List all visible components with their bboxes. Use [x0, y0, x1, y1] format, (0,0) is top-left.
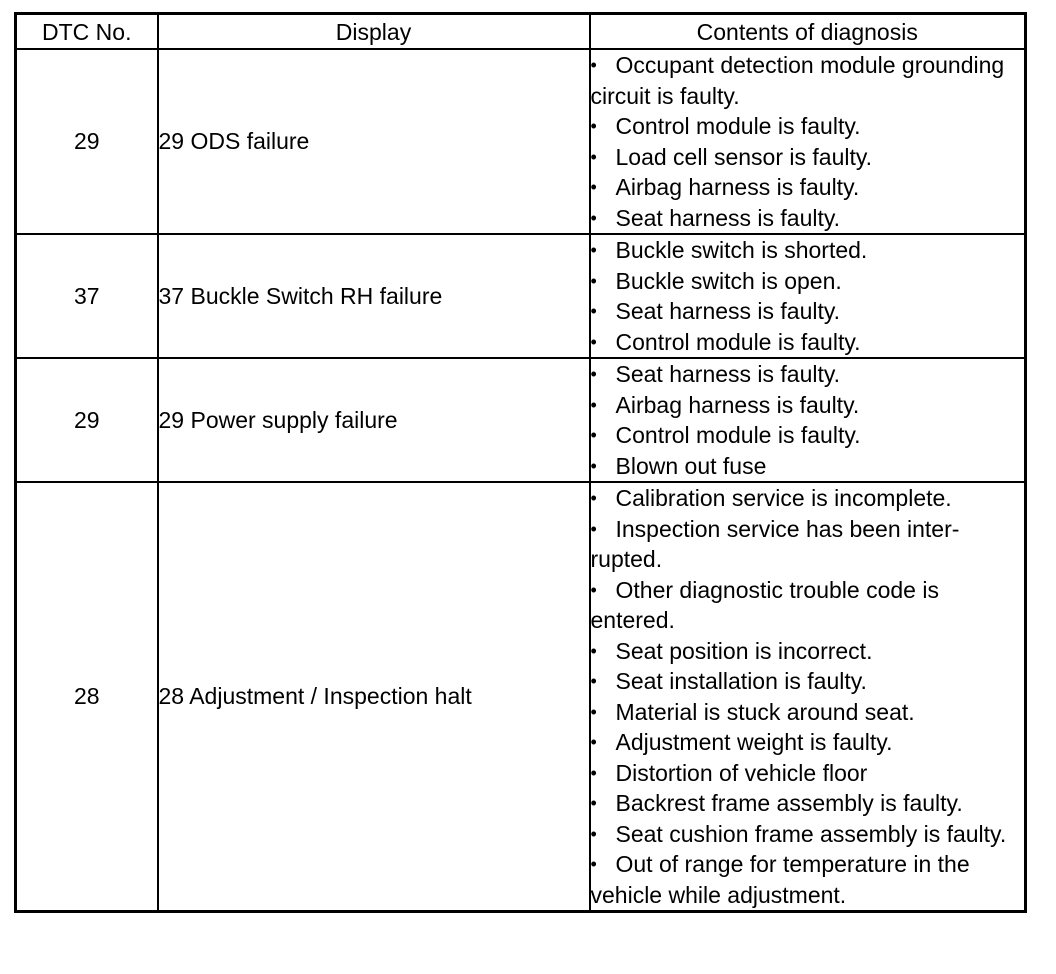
list-item: [591, 266, 1025, 297]
list-item: [591, 359, 1025, 390]
list-item: [591, 327, 1025, 358]
bullet-icon: •: [590, 854, 597, 874]
bullet-icon: •: [590, 732, 597, 752]
list-item: [591, 142, 1025, 173]
table-row: [16, 482, 1026, 912]
bullet-icon: •: [590, 394, 597, 415]
list-item-text: Seat harness is faulty.: [615, 298, 841, 324]
list-item: [591, 758, 1025, 789]
bullet-icon: •: [590, 762, 597, 783]
bullet-icon: •: [590, 425, 597, 445]
list-item-text: Distortion of vehicle floor: [615, 759, 868, 786]
list-item-text: Material is stuck around seat.: [615, 698, 915, 725]
list-item: [591, 727, 1025, 758]
bullet-icon: •: [590, 331, 597, 352]
list-item: [591, 697, 1025, 728]
bullet-icon: •: [590, 270, 597, 291]
bullet-icon: •: [590, 116, 597, 136]
display-text: 29 ODS failure: [158, 49, 590, 234]
list-item-text: Seat harness is faulty.: [615, 204, 841, 231]
dtc-table: [14, 12, 1027, 913]
list-item: [591, 451, 1025, 482]
list-item: [591, 111, 1025, 142]
diagnosis-contents: [590, 358, 1026, 482]
list-item-text: Inspection service has been inter-rupted.: [590, 515, 960, 572]
list-item-text: Seat installation is faulty.: [615, 668, 867, 694]
list-item-text: Other diagnostic trouble code is entered.: [590, 576, 939, 633]
bullet-icon: •: [590, 207, 597, 228]
display-text: 37 Buckle Switch RH failure: [158, 234, 590, 358]
header-dtc-no: DTC No.: [16, 14, 158, 50]
diagnosis-contents: [590, 234, 1026, 358]
list-item-text: Blown out fuse: [615, 452, 767, 479]
list-item: [591, 203, 1025, 234]
bullet-icon: •: [590, 488, 597, 508]
bullet-icon: •: [590, 177, 597, 197]
list-item-text: Control module is faulty.: [615, 113, 861, 139]
dtc-number: 37: [16, 234, 158, 358]
list-item-text: Backrest frame assembly is faulty.: [615, 790, 963, 816]
dtc-number: 28: [16, 482, 158, 912]
list-item: [591, 296, 1025, 327]
list-item: [591, 666, 1025, 697]
display-text: 28 Adjustment / Inspection halt: [158, 482, 590, 912]
bullet-icon: •: [590, 55, 597, 75]
bullet-icon: •: [590, 240, 597, 260]
list-item-text: Airbag harness is faulty.: [615, 391, 860, 418]
list-item-text: Out of range for temperature in the vehicle while adjustment.: [590, 851, 970, 908]
list-item-text: Seat position is incorrect.: [615, 637, 873, 664]
list-item-text: Control module is faulty.: [615, 422, 861, 448]
list-item-text: Seat cushion frame assembly is faulty.: [615, 820, 1007, 847]
list-item-text: Adjustment weight is faulty.: [615, 729, 893, 755]
bullet-icon: •: [590, 640, 597, 661]
list-item-text: Airbag harness is faulty.: [615, 174, 860, 200]
header-display: Display: [158, 14, 590, 50]
diagnosis-list: [591, 483, 1025, 910]
header-contents: Contents of diagnosis: [590, 14, 1026, 50]
bullet-icon: •: [590, 146, 597, 167]
bullet-icon: •: [590, 671, 597, 691]
list-item: [591, 235, 1025, 266]
list-item-text: Buckle switch is shorted.: [615, 237, 868, 263]
list-item-text: Seat harness is faulty.: [615, 361, 841, 387]
list-item: [591, 636, 1025, 667]
bullet-icon: •: [590, 301, 597, 321]
bullet-icon: •: [590, 823, 597, 844]
list-item-text: Calibration service is incomplete.: [615, 485, 952, 511]
diagnosis-contents: [590, 482, 1026, 912]
list-item: [591, 390, 1025, 421]
header-row: [16, 14, 1026, 50]
list-item: [591, 50, 1025, 111]
list-item: [591, 420, 1025, 451]
list-item: [591, 172, 1025, 203]
diagnosis-list: [591, 50, 1025, 233]
list-item-text: Buckle switch is open.: [615, 267, 842, 294]
table-row: [16, 49, 1026, 234]
bullet-icon: •: [590, 455, 597, 476]
list-item-text: Load cell sensor is faulty.: [615, 143, 873, 170]
bullet-icon: •: [590, 518, 597, 539]
table-row: [16, 358, 1026, 482]
display-text: 29 Power supply failure: [158, 358, 590, 482]
list-item: [591, 788, 1025, 819]
diagnosis-list: [591, 359, 1025, 481]
list-item: [591, 849, 1025, 910]
list-item-text: Control module is faulty.: [615, 328, 861, 355]
list-item: [591, 483, 1025, 514]
table-row: [16, 234, 1026, 358]
list-item: [591, 819, 1025, 850]
diagnosis-contents: [590, 49, 1026, 234]
dtc-number: 29: [16, 358, 158, 482]
bullet-icon: •: [590, 364, 597, 384]
dtc-number: 29: [16, 49, 158, 234]
list-item: [591, 575, 1025, 636]
bullet-icon: •: [590, 579, 597, 600]
list-item-text: Occupant detection module grounding circuit is faulty.: [590, 52, 1005, 109]
bullet-icon: •: [590, 701, 597, 722]
diagnosis-list: [591, 235, 1025, 357]
bullet-icon: •: [590, 793, 597, 813]
list-item: [591, 514, 1025, 575]
